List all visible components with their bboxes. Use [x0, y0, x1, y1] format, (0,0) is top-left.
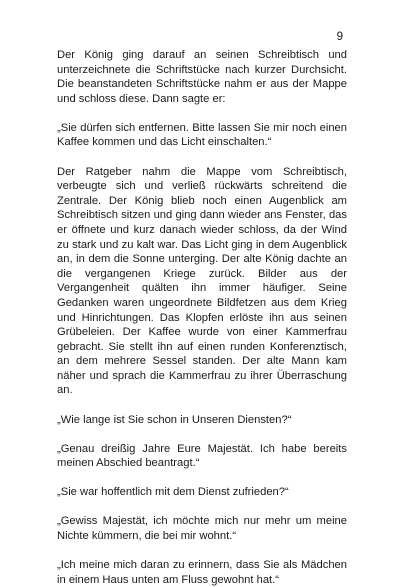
page-number: 9 — [336, 31, 343, 43]
paragraph-3: Der Ratgeber nahm die Mappe vom Schreibtisch, verbeugte sich und verließ rückwärts schreitend die Zentrale. Der König blieb noch einen Augenblick am Schreibtisch sitzen und ging dann wieder ans Fenster, das er öffnete und kurz danach wieder schloss, da der Wind zu stark und zu kalt war. Das Licht ging in dem Augenblick an, in dem die Sonne unterging. Der alte König dachte an die vergangenen Kriege zurück. Bilder aus der Vergangenheit quälten ihn immer häufiger. Seine Gedanken waren ungeordnete Bildfetzen aus dem Krieg und Hinrichtungen. Das Klopfen erlöste ihn aus seinen Grübeleien. Der Kaffee wurde von einer Kammerfrau gebracht. Sie stellt ihn auf einen runden Konferenztisch, an dem mehrere Sessel standen. Der alte Mann kam näher und sprach die Kammerfrau zu ihrer Überraschung an. — [57, 165, 347, 397]
page-text — [57, 48, 347, 587]
paragraph-6: „Sie war hoffentlich mit dem Dienst zufrieden?“ — [57, 486, 289, 499]
paragraph-2: „Sie dürfen sich entfernen. Bitte lassen Sie mir noch einen Kaffee kommen und das Licht einschalten.“ — [57, 121, 347, 149]
paragraph-8: „Ich meine mich daran zu erinnern, dass Sie als Mädchen in einem Haus unten am Fluss gewohnt hat.“ — [57, 559, 347, 586]
paragraph-7: „Gewiss Majestät, ich möchte mich nur mehr um meine Nichte kümmern, die bei mir wohnt.“ — [57, 515, 347, 543]
paragraph-5: „Genau dreißig Jahre Eure Majestät. Ich habe bereits meinen Abschied beantragt.“ — [57, 442, 347, 470]
paragraph-1: Der König ging darauf an seinen Schreibtisch und unterzeichnete die Schriftstücke nach kurzer Durchsicht. Die beanstandeten Schriftstücke nahm er aus der Mappe und schloss diese. Dann sagte er: — [57, 49, 347, 105]
paragraph-4: „Wie lange ist Sie schon in Unseren Diensten?“ — [57, 413, 292, 426]
